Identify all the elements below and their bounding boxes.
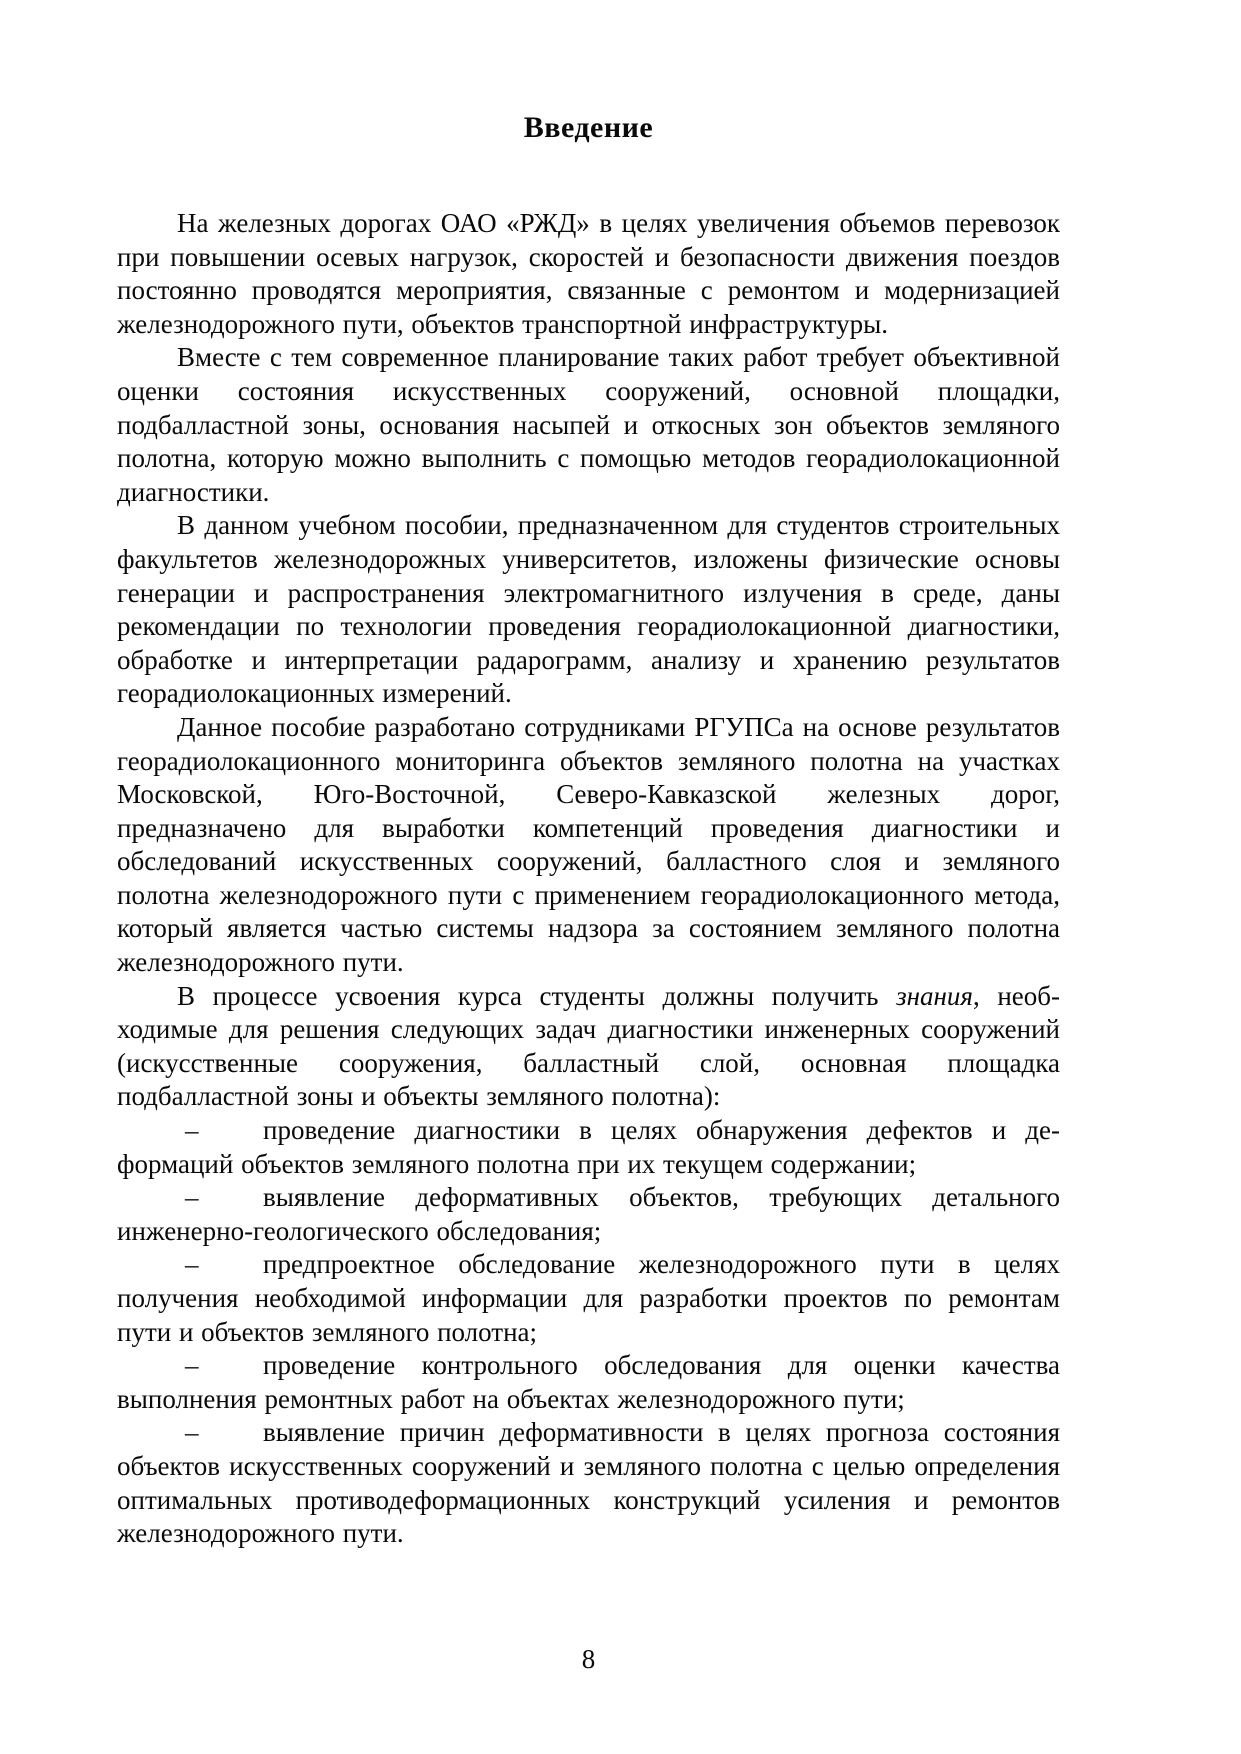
text-run: На железных дорогах ОАО «РЖД» в целях увеличения объемов перевозок при повышении осевых нагрузок, скоростей и безопасности движения поездов постоянно проводятся мероприятия, связанные с ремонтом и модернизацией железнодорожного пути, объектов транспортной инфраструктуры. <box>117 208 1060 339</box>
page-title: Введение <box>523 111 654 144</box>
paragraph <box>117 207 1060 341</box>
body-text <box>117 207 1060 1551</box>
text-run: предпроектное обследование железнодорожного пути в целях получения необходимой информации для разработки проектов по ремонтам пути и объектов земляного полотна; <box>117 1249 1060 1347</box>
text-run: Данное пособие разработано сотрудниками РГУПСа на основе результатов георадиолокационного мониторинга объектов земляного полотна на участках Московской, Юго-Восточной, Северо-Кавказской железных дорог, предназначено для выработки компетенций проведения диагностики и обследований искусственных сооружений, балластного слоя и земляного полотна железнодорожного пути с применением георадиолокационного метода, который является частью системы надзора за состоянием земляного полотна железнодорожного пути. <box>117 711 1060 978</box>
list-dash: – <box>185 1350 199 1381</box>
text-run: выявление причин деформативности в целях прогноза состояния объектов искусственных сооружений и земляного полотна с целью определения оптимальных противодеформационных конструкций усиления и ремонтов железнодорожного пути. <box>117 1417 1060 1549</box>
list-item <box>117 1349 1060 1416</box>
paragraph <box>117 980 1060 1114</box>
list-dash: – <box>185 1417 199 1448</box>
text-run: Вместе с тем современное планирование таких работ требует объективной оценки состояния искусственных сооружений, основной площадки, подбалластной зоны, основания насыпей и откосных зон объектов земляного полотна, которую можно выполнить с помощью методов георадиолокационной диагностики. <box>117 342 1060 507</box>
paragraph <box>117 509 1060 711</box>
text-run: проведение контрольного обследования для оценки качества выполнения ремонтных работ на объектах железнодорожного пути; <box>117 1350 1060 1414</box>
list-dash: – <box>185 1182 199 1213</box>
text-run: выявление деформативных объектов, требующих детального инженерно-геологического обследования; <box>117 1182 1060 1246</box>
text-run: В данном учебном пособии, предназначенном для студентов строительных факультетов железнодорожных университетов, изложены физические основы генерации и распространения электромагнитного излучения в среде, даны рекомендации по технологии проведения георадиолокационной диагностики, обработке и интерпретации радарограмм, анализу и хранению результатов георадиолокационных измерений. <box>117 510 1060 709</box>
list-dash: – <box>185 1249 199 1280</box>
list-item <box>117 1181 1060 1248</box>
text-block <box>117 105 1060 1551</box>
text-run: , необходимые для решения следующих задач диагностики инженерных сооружений (искусственные сооружения, балластный слой, основная площадка подбалластной зоны и объекты земляного полотна): <box>117 980 1060 1112</box>
text-run: В процессе усвоения курса студенты должны получить <box>177 980 897 1011</box>
list-item <box>117 1416 1060 1550</box>
paragraph <box>117 711 1060 980</box>
paragraph <box>117 341 1060 509</box>
page-number: 8 <box>581 1644 596 1674</box>
list-item <box>117 1248 1060 1349</box>
list-item <box>117 1114 1060 1181</box>
text-run: проведение диагностики в целях обнаружения дефектов и деформаций объектов земляного полотна при их текущем содержании; <box>117 1115 1060 1179</box>
list-dash: – <box>185 1115 199 1146</box>
italic-text: знания <box>896 980 973 1011</box>
